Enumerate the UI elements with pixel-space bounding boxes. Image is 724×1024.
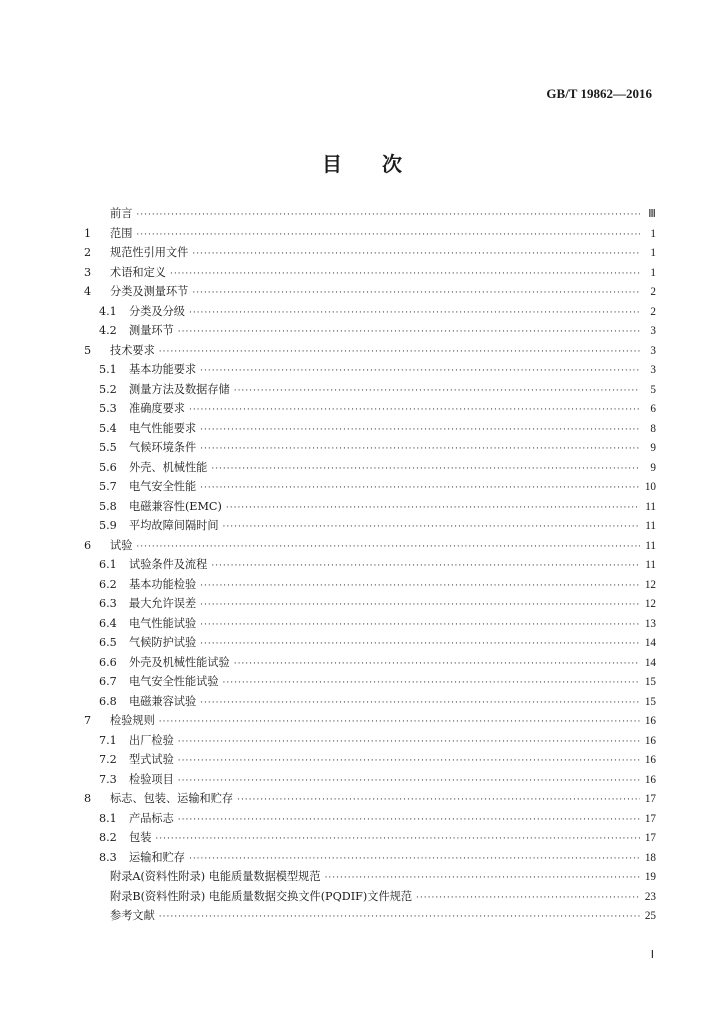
dot-leader xyxy=(159,912,640,922)
dot-leader xyxy=(159,717,640,727)
toc-entry[interactable] xyxy=(84,381,656,401)
toc-entry[interactable] xyxy=(84,576,656,596)
toc-entry-title: 产品标志 xyxy=(129,811,174,825)
toc-entry-title: 标志、包装、运输和贮存 xyxy=(110,792,234,805)
dot-leader xyxy=(200,620,640,630)
toc-entry-number: 7.1 xyxy=(99,733,117,747)
toc-entry-page: 1 xyxy=(650,227,656,240)
toc-entry-page: 17 xyxy=(644,812,656,825)
dot-leader xyxy=(170,269,640,279)
toc-entry-title: 电气安全性能 xyxy=(129,480,197,493)
toc-entry[interactable] xyxy=(84,556,656,576)
page-title: 目次 xyxy=(322,152,442,176)
toc-entry-page: 16 xyxy=(644,734,656,747)
dot-leader xyxy=(223,678,640,688)
toc-entry-title: 检验项目 xyxy=(129,772,174,786)
dot-leader xyxy=(200,600,640,610)
toc-entry-page: 11 xyxy=(645,539,656,552)
toc-entry-title: 前言 xyxy=(110,207,133,220)
toc-entry-page: 2 xyxy=(650,305,656,318)
toc-entry-number: 7.2 xyxy=(99,753,117,766)
toc-entry-number: 5.4 xyxy=(99,421,117,435)
toc-entry-number: 6.2 xyxy=(99,577,117,591)
dot-leader xyxy=(136,230,640,240)
toc-entry-title: 包装 xyxy=(129,831,152,844)
toc-entry-title: 参考文献 xyxy=(110,909,155,922)
toc-entry-page: 8 xyxy=(650,422,656,435)
table-of-contents xyxy=(84,205,656,927)
dot-leader xyxy=(226,503,640,513)
toc-entry-page: 17 xyxy=(644,832,656,844)
toc-entry-title: 规范性引用文件 xyxy=(110,246,189,259)
toc-entry-title: 分类及分级 xyxy=(129,304,185,318)
toc-entry-number: 5 xyxy=(84,343,92,357)
toc-entry[interactable] xyxy=(84,732,656,752)
toc-entry-page: 25 xyxy=(644,910,656,922)
toc-entry-title: 技术要求 xyxy=(110,343,155,357)
toc-entry-page: 13 xyxy=(644,617,656,630)
toc-entry-number: 4.1 xyxy=(99,304,117,318)
toc-entry-title: 基本功能检验 xyxy=(129,577,197,591)
toc-entry-page: 11 xyxy=(645,500,656,513)
toc-entry-number: 6.8 xyxy=(99,694,117,708)
toc-entry[interactable] xyxy=(84,595,656,615)
toc-entry-page: 12 xyxy=(644,598,656,610)
toc-entry-number: 5.6 xyxy=(99,460,117,474)
dot-leader xyxy=(136,210,640,220)
dot-leader xyxy=(178,815,640,825)
toc-entry[interactable] xyxy=(84,771,656,791)
dot-leader xyxy=(178,776,640,786)
toc-entry[interactable] xyxy=(84,342,656,362)
toc-entry[interactable] xyxy=(84,361,656,381)
toc-entry-page: 11 xyxy=(645,520,656,532)
toc-entry-title: 准确度要求 xyxy=(129,402,185,415)
toc-entry-title: 外壳及机械性能试验 xyxy=(129,655,230,669)
toc-entry[interactable] xyxy=(84,654,656,674)
toc-entry-title: 气候环境条件 xyxy=(129,441,197,454)
toc-entry-number: 2 xyxy=(84,246,92,259)
toc-entry-page: 5 xyxy=(650,383,656,396)
toc-entry-page: 15 xyxy=(644,695,656,708)
toc-entry-number: 6.7 xyxy=(99,675,117,688)
toc-entry-page: 15 xyxy=(644,676,656,688)
toc-entry[interactable] xyxy=(84,420,656,440)
toc-entry-title: 电气性能要求 xyxy=(129,421,197,435)
toc-entry[interactable] xyxy=(84,459,656,479)
toc-entry-page: 14 xyxy=(644,656,656,669)
dot-leader xyxy=(200,444,640,454)
toc-entry-page: 3 xyxy=(650,364,656,376)
toc-entry-page: 6 xyxy=(650,403,656,415)
dot-leader xyxy=(136,542,640,552)
toc-entry-number: 6 xyxy=(84,538,92,552)
toc-entry[interactable] xyxy=(84,264,656,284)
toc-entry[interactable] xyxy=(84,322,656,342)
toc-entry-number: 6.1 xyxy=(99,558,117,571)
toc-entry[interactable] xyxy=(84,205,656,225)
dot-leader xyxy=(155,834,640,844)
dot-leader xyxy=(200,425,640,435)
dot-leader xyxy=(200,483,640,493)
toc-entry[interactable] xyxy=(84,790,656,810)
toc-entry-title: 试验条件及流程 xyxy=(129,558,208,571)
dot-leader xyxy=(234,659,640,669)
toc-entry-number: 4 xyxy=(84,285,92,298)
dot-leader xyxy=(159,347,640,357)
toc-entry-number: 6.5 xyxy=(99,636,117,649)
dot-leader xyxy=(189,854,640,864)
toc-entry[interactable] xyxy=(84,810,656,830)
toc-entry-page: 1 xyxy=(650,247,656,259)
toc-entry[interactable] xyxy=(84,439,656,459)
toc-entry[interactable] xyxy=(84,478,656,498)
toc-entry-page: 2 xyxy=(650,286,656,298)
toc-entry-title: 测量环节 xyxy=(129,324,174,337)
toc-entry-title: 试验 xyxy=(110,538,133,552)
toc-entry-number: 4.2 xyxy=(99,324,117,337)
toc-entry-page: 19 xyxy=(644,871,656,883)
toc-entry-title: 检验规则 xyxy=(110,714,155,727)
toc-entry-number: 7 xyxy=(84,714,92,727)
toc-entry[interactable] xyxy=(84,225,656,245)
toc-entry-title: 平均故障间隔时间 xyxy=(129,519,219,532)
toc-entry-title: 附录B(资料性附录) 电能质量数据交换文件(PQDIF)文件规范 xyxy=(110,889,413,903)
toc-entry[interactable] xyxy=(84,615,656,635)
toc-entry-page: 10 xyxy=(644,481,656,493)
dot-leader xyxy=(200,581,640,591)
toc-entry-number: 8.3 xyxy=(99,850,117,864)
dot-leader xyxy=(211,561,640,571)
toc-entry-number: 6.3 xyxy=(99,597,117,610)
toc-entry-number: 8.1 xyxy=(99,811,117,825)
toc-entry[interactable] xyxy=(84,712,656,732)
toc-entry-page: 18 xyxy=(644,851,656,864)
toc-entry-page: 16 xyxy=(644,715,656,727)
toc-entry-page: 16 xyxy=(644,773,656,786)
toc-entry-title: 电磁兼容试验 xyxy=(129,694,197,708)
dot-leader xyxy=(416,893,640,903)
toc-entry-title: 分类及测量环节 xyxy=(110,285,189,298)
dot-leader xyxy=(237,795,640,805)
toc-entry-title: 附录A(资料性附录) 电能质量数据模型规范 xyxy=(110,870,321,883)
toc-entry-number: 5.8 xyxy=(99,499,117,513)
toc-entry-number: 5.7 xyxy=(99,480,117,493)
dot-leader xyxy=(189,405,640,415)
toc-entry[interactable] xyxy=(84,849,656,869)
document-code: GB/T 19862—2016 xyxy=(546,86,652,101)
toc-entry-title: 电磁兼容性(EMC) xyxy=(129,499,222,513)
toc-entry[interactable] xyxy=(84,868,656,888)
dot-leader xyxy=(192,288,640,298)
toc-entry-page: 1 xyxy=(650,266,656,279)
toc-entry-title: 出厂检验 xyxy=(129,733,174,747)
toc-entry[interactable] xyxy=(84,829,656,849)
toc-entry-title: 最大允许误差 xyxy=(129,597,197,610)
toc-entry[interactable] xyxy=(84,907,656,927)
toc-entry-title: 运输和贮存 xyxy=(129,850,185,864)
dot-leader xyxy=(325,873,640,883)
toc-entry-page: 9 xyxy=(650,442,656,454)
toc-entry-title: 电气性能试验 xyxy=(129,616,197,630)
dot-leader xyxy=(211,464,640,474)
toc-entry[interactable] xyxy=(84,751,656,771)
toc-entry-title: 测量方法及数据存储 xyxy=(129,382,230,396)
dot-leader xyxy=(189,308,640,318)
toc-entry-number: 5.1 xyxy=(99,363,117,376)
dot-leader xyxy=(200,639,640,649)
toc-entry[interactable] xyxy=(84,303,656,323)
toc-entry[interactable] xyxy=(84,400,656,420)
dot-leader xyxy=(234,386,640,396)
toc-entry-page: 9 xyxy=(650,461,656,474)
toc-entry[interactable] xyxy=(84,244,656,264)
toc-entry[interactable] xyxy=(84,888,656,908)
toc-entry-page: 11 xyxy=(645,559,656,571)
toc-entry-number: 8 xyxy=(84,792,92,805)
toc-entry-page: 3 xyxy=(650,325,656,337)
toc-entry[interactable] xyxy=(84,634,656,654)
dot-leader xyxy=(178,737,640,747)
toc-entry-title: 范围 xyxy=(110,226,133,240)
dot-leader xyxy=(178,327,640,337)
toc-entry-number: 6.6 xyxy=(99,655,117,669)
dot-leader xyxy=(178,756,640,766)
toc-entry-title: 外壳、机械性能 xyxy=(129,460,208,474)
toc-entry-page: 17 xyxy=(644,793,656,805)
toc-entry[interactable] xyxy=(84,498,656,518)
toc-entry[interactable] xyxy=(84,673,656,693)
toc-entry-number: 5.9 xyxy=(99,519,117,532)
dot-leader xyxy=(200,698,640,708)
toc-entry-title: 基本功能要求 xyxy=(129,363,197,376)
toc-entry[interactable] xyxy=(84,693,656,713)
dot-leader xyxy=(200,366,640,376)
page-number: Ⅰ xyxy=(650,949,654,961)
toc-entry-title: 型式试验 xyxy=(129,753,174,766)
toc-entry-page: 16 xyxy=(644,754,656,766)
toc-entry-number: 6.4 xyxy=(99,616,117,630)
toc-entry-page: 23 xyxy=(644,890,656,903)
dot-leader xyxy=(192,249,640,259)
toc-entry[interactable] xyxy=(84,283,656,303)
toc-entry-title: 气候防护试验 xyxy=(129,636,197,649)
toc-entry[interactable] xyxy=(84,537,656,557)
toc-entry-number: 7.3 xyxy=(99,772,117,786)
dot-leader xyxy=(223,522,640,532)
toc-entry-page: 14 xyxy=(644,637,656,649)
toc-entry-number: 8.2 xyxy=(99,831,117,844)
toc-entry-title: 术语和定义 xyxy=(110,265,166,279)
toc-entry-number: 5.2 xyxy=(99,382,117,396)
toc-entry-page: Ⅲ xyxy=(648,208,656,220)
toc-entry-page: 3 xyxy=(650,344,656,357)
toc-entry-number: 5.3 xyxy=(99,402,117,415)
toc-entry-page: 12 xyxy=(644,578,656,591)
toc-entry-title: 电气安全性能试验 xyxy=(129,675,219,688)
toc-entry[interactable] xyxy=(84,517,656,537)
toc-entry-number: 1 xyxy=(84,226,92,240)
toc-entry-number: 5.5 xyxy=(99,441,117,454)
toc-entry-number: 3 xyxy=(84,265,92,279)
